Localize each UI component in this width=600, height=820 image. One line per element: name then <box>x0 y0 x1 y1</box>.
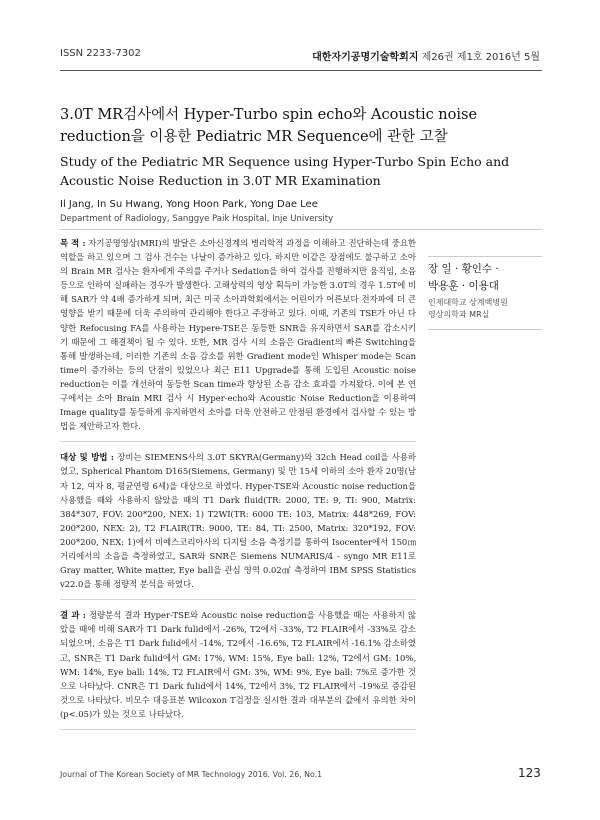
title-english: Study of the Pediatric MR Sequence using Hyper-Turbo Spin Echo and Acoustic Noise Reduction in 3.0T MR Examination <box>60 154 510 188</box>
methods-label: 대상 및 방법 : <box>60 452 115 463</box>
sidebar-affiliation <box>428 297 542 321</box>
journal-issue: 제26권 제1호 2016년 5월 <box>421 52 540 63</box>
results-text: 정량분석 결과 Hyper-TSE와 Acoustic noise reduction을 사용했을 때는 사용하지 않았을 때에 비해 SAR가 T1 Dark fulid에서 -26%, T2에서 -33%, T2 FLAIR에서 -33%로 감소되었으며, 소음은 T1 Dark fulid에서 -14%, T2에서 -16.6%, T2 FLAIR에서 -16.1% 감소하였고, SNR은 T1 Dark fulid에서 GM: 17%, WM: 15%, Eye ball: 12%, T2에서 GM: 10%, WM: 14%, Eye ball: 14%, T2 FLAIR에서 GM: 3%, WM: 9%, Eye ball: 7%로 증가한 것으로 나타났다. CNR은 T1 Dark fulid에서 14%, T2에서 3%, T2 FLAIR에서 -19%로 증감된 것으로 나타났다. 비모수 대응표본 Wilcoxon T검정을 실시한 결과 대부분의 값에서 유의한 차이(p<.05)가 있는 것으로 나타났다. <box>60 610 416 719</box>
header-divider <box>60 70 542 71</box>
methods-text: 장비는 SIEMENS사의 3.0T SKYRA(Germany)와 32ch Head coil을 사용하였고, Spherical Phantom D165(Siemens, Germany) 및 만 15세 이하의 소아 환자 20명(남자 12, 여자 8, 평균연령 6세)을 대상으로 하였다. Hyper-TSE와 Acoustic noise reduction을 사용했을 때와 사용하지 않았을 때의 T1 Dark fluid(TR: 2000, TE: 9, TI: 900, Matrix: 384*307, FOV: 200*200, NEX: 1) T2WI(TR: 6000 TE: 103, Matrix: 448*269, FOV: 200*200, NEX: 2), T2 FLAIR(TR: 9000, TE: 84, TI: 2500, Matrix: 320*192, FOV: 200*200, NEX: 1)에서 비예스코리아사의 디지털 소음 측정기를 통하여 Isocenter에서 150㎝ 거리에서의 소음을 측정하였고, SAR와 SNR은 Siemens NUMARIS/4 - syngo MR E11로 Gray matter, White matter, Eye ball을 관심 영역 0.02㎠ 측정하여 IBM SPSS Statistics v22.0을 통해 정량적 분석을 하였다. <box>60 452 416 590</box>
footer-journal: Journal of The Korean Society of MR Technology 2016. Vol. 26, No.1 <box>60 770 323 779</box>
section-divider <box>60 599 416 600</box>
section-divider <box>60 441 416 442</box>
journal-header <box>312 48 540 63</box>
title-korean: 3.0T MR검사에서 Hyper-Turbo spin echo와 Acoustic noise reduction을 이용한 Pediatric MR Sequence에 관한 고찰 <box>60 107 478 145</box>
purpose-text: 자기공명영상(MRI)의 발달은 소아신경계의 병리학적 과정을 이해하고 진단하는데 중요한 역할을 하고 있으며 그 검사 건수는 나날이 증가하고 있다. 하지만 이같은 장점에도 불구하고 소아의 Brain MR 검사는 환자에게 주의를 주거나 Sedation을 하여 검사를 진행하지만 움직임, 소음 등으로 인하여 실패하는 경우가 발생한다. 고해상력의 영상 획득이 가능한 3.0T의 경우 1.5T에 비해 SAR가 약 4배 증가하게 되며, 최근 미국 소아과학회에서는 어린이가 어른보다 전자파에 더 큰 영향을 받기 때문에 더욱 주의하여 관리해야 한다고 주장하고 있다. 이때, 기존의 TSE가 아닌 다양한 Refocusing FA를 사용하는 Hypere-TSE은 동등한 SNR을 유지하면서 SAR를 감소시키기 때문에 그 해결책이 될 수 있다. 또한, MR 검사 시의 소음은 Gradient의 빠른 Switching을 통해 발생하는데, 이러한 기존의 소음 감소를 위한 Gradient mode인 Whisper mode는 Scan time이 증가하는 등의 단점이 있었으나 최근 E11 Upgrade를 통해 도입된 Acoustic noise reduction는 이를 개선하여 동등한 Scan time과 향상된 소음 감소 효과를 가져왔다. 이에 본 연구에서는 소아 Brain MRI 검사 시 Hyper-echo와 Acoustic Noise Reduction을 이용하여 Image quality를 동등하게 유지하면서 소아를 더욱 안전하고 안정된 환경에서 검사할 수 있는 방법을 제안하고자 한다. <box>60 238 416 432</box>
authors-english: Il Jang, In Su Hwang, Yong Hoon Park, Yong Dae Lee <box>60 199 318 210</box>
journal-name: 대한자기공명기술학회지 <box>312 52 419 63</box>
sidebar-authors-line: 박용훈 · 이용대 <box>428 280 499 292</box>
abstract-results <box>60 608 416 721</box>
page-number: 123 <box>518 766 541 780</box>
affiliation-divider <box>60 229 542 230</box>
running-header <box>60 48 540 66</box>
sidebar-divider-bottom <box>428 329 542 330</box>
abstract-methods <box>60 450 416 591</box>
abstract-column <box>60 232 416 730</box>
issn: ISSN 2233-7302 <box>60 48 141 59</box>
sidebar-affiliation-line: 인제대학교 상계백병원 <box>428 298 508 307</box>
sidebar-divider-top <box>428 256 542 257</box>
purpose-label: 목 적 : <box>60 238 86 248</box>
sidebar-affiliation-line: 영상의학과 MR실 <box>428 310 490 319</box>
affiliation-english: Department of Radiology, Sanggye Paik Hospital, Inje University <box>60 214 334 224</box>
section-divider <box>60 729 416 730</box>
results-label: 결 과 : <box>60 610 86 621</box>
author-sidebar <box>428 232 542 330</box>
abstract-purpose <box>60 236 416 433</box>
sidebar-authors-line: 장 일 · 황인수 · <box>428 263 499 275</box>
sidebar-authors <box>428 261 542 295</box>
